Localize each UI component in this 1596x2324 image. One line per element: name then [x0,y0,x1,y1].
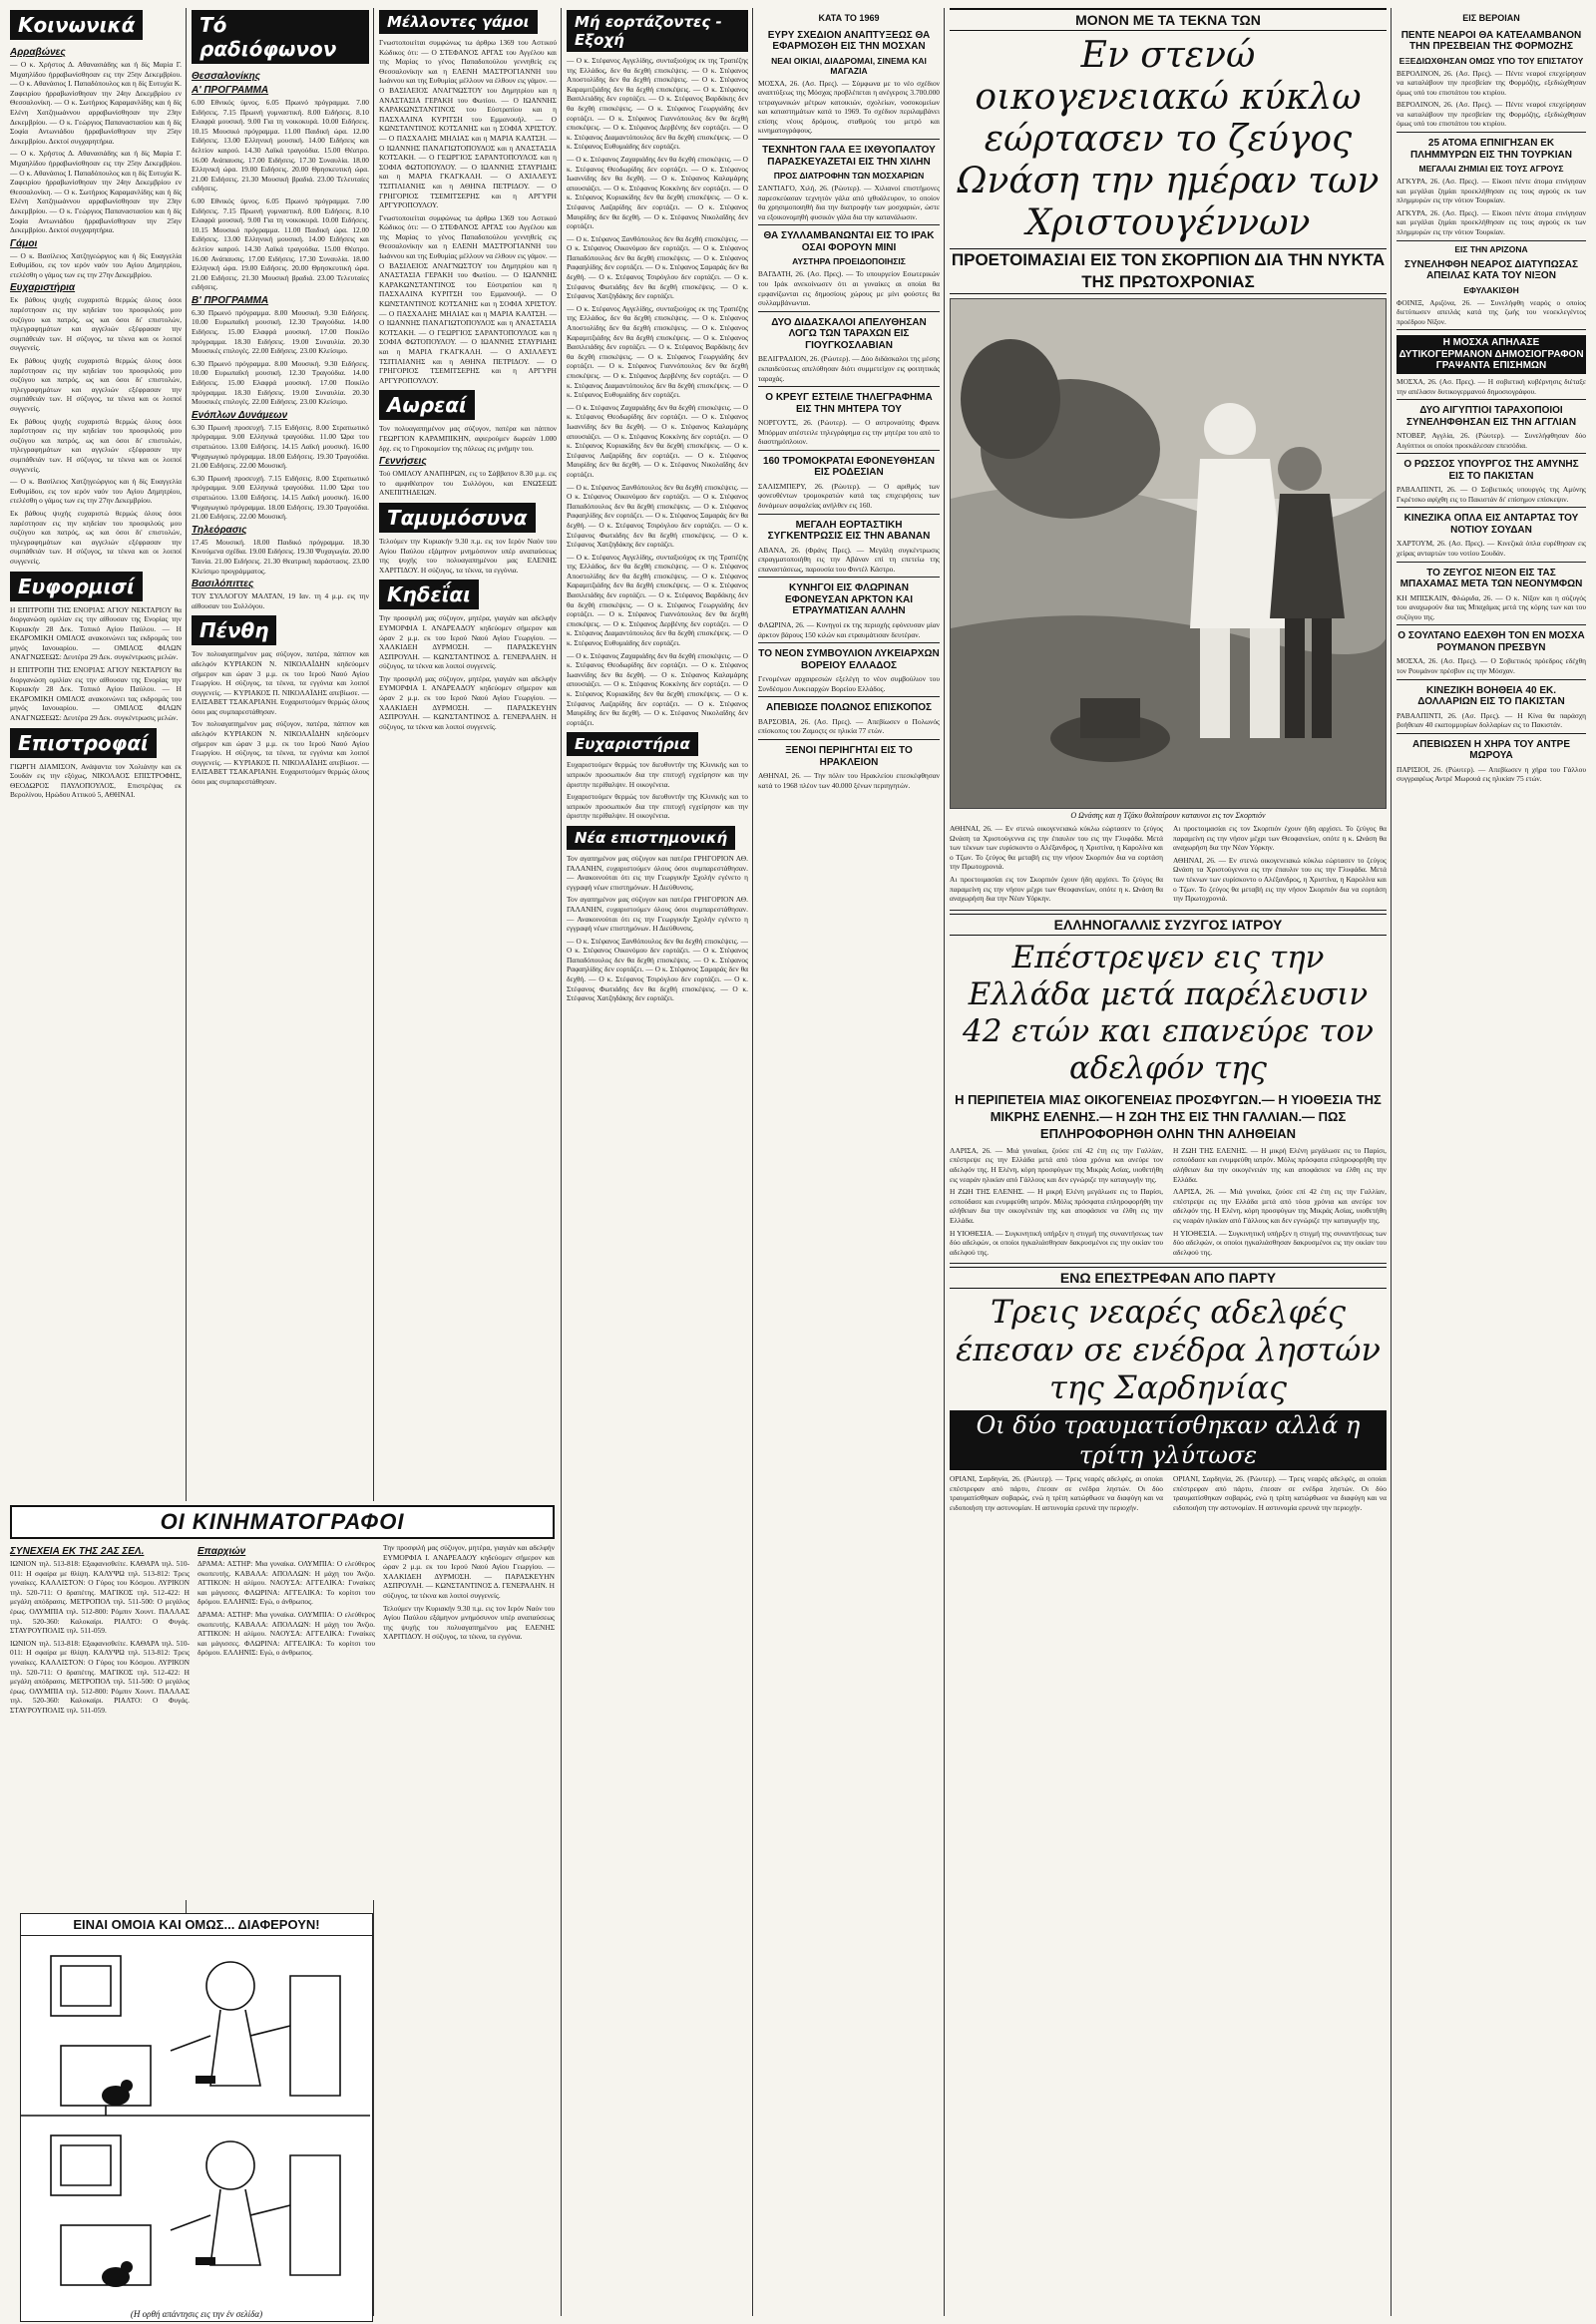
article-text: Τον πολυαγαπημένον μας σύζυγον, πατέρα, πάππον και αδελφόν ΚΥΡΙΑΚΟΝ Ν. ΝΙΚΟΛΑΪΔΗΝ κηδεύομεν σήμερον και ώραν 3 μ.μ. εκ του Ιερού Ναού Αγίου Γεωργίου. Η σύζυγος, τα τέκνα, τα εγγόνια και λοιποί συγγενείς. — ΚΥΡΙΑΚΟΣ Π. ΝΙΚΟΛΑΪΔΗΣ απεβίωσε. — ΕΛΙΣΑΒΕΤ ΤΣΑΚΑΡΙΑΝΗ. Ευχαριστούμεν θερμώς όλους όσοι μας συμπαρεστάθησαν. [192,649,369,716]
kicker: ΕΝΩ ΕΠΕΣΤΡΕΦΑΝ ΑΠΟ ΠΑΡΤΥ [950,1267,1387,1289]
article-text: ΡΑΒΑΛΠΙΝΤΙ, 26. — Ο Σοβιετικός υπουργός της Αμύνης Γκρέτσκο αφίχθη εις το Πακιστάν δι' επίσημον επίσκεψιν. [1396,485,1586,504]
subheadline: ΕΦΥΛΑΚΙΣΘΗ [1463,284,1519,295]
article-text: ΒΕΡΟΛΙΝΟΝ, 26. (Ασ. Πρες). — Πέντε νεαροί επεχείρησαν να καταλάβουν την πρεσβείαν της Φορμόζης, εξεδιώχθησαν όμως υπό του επιστάτου του κτιρίου. [1396,100,1586,129]
article-text: Τού ΟΜΙΛΟΥ ΑΝΑΠΗΡΩΝ, εις το Σάββατον 8.30 μ.μ. εις το αμφιθέατρον του Συλλόγου, και ΕΝΩΣΕΩΣ ΑΝΕΠΙΤΗΔΕΙΩΝ. [379,469,557,498]
article-text: ΟΡΙΑΝΙ, Σαρδηνία, 26. (Ρώυτερ). — Τρεις νεαρές αδελφές, αι οποίαι επέστρεφαν από πάρτυ, έπεσαν σε ενέδρα ληστών. Οι δύο τραυματίσθηκαν σοβαρώς, ενώ η τρίτη κατώρθωσε να διαφύγη και να ειδοποιήση την αστυνομίαν. Η αστυνομία ερευνά την περιοχήν. [1173,1474,1387,1513]
article-text: Εκ βάθους ψυχής ευχαριστώ θερμώς όλους όσοι παρέστησαν εις την κηδείαν του προσφιλούς μου συζύγου και πατρός, ως και όσοι δι' επιστολών, τηλεγραφημάτων και αγγελιών εξέφρασαν την συμπάθειάν των. Η σύζυγος, τα τέκνα και οι λοιποί συγγενείς. [10,416,182,474]
article-text: ΝΤΟΒΕΡ, Αγγλία, 26. (Ρώυτερ). — Συνελήφθησαν δύο Αιγύπτιοι οι οποίοι προεκάλεσαν επεισόδια. [1396,431,1586,450]
article-text: — Ο κ. Στέφανος Αγγελίδης, συνταξιούχος εκ της Τραπέζης της Ελλάδος, δεν θα δεχθή επισκέψεις. — Ο κ. Στέφανος Αποστολίδης δεν θα δεχθή επισκέψεις. — Ο κ. Στέφανος Καραμιτζιάδης δεν θα δεχθή επισκέψεις. — Ο κ. Στέφανος Βασιλειάδης δεν εορτάζει. — Ο κ. Στέφανος Βαρδάκης δεν θα δεχθή επισκέψεις. — Ο κ. Στέφανος Γεωργιάδης δεν εορτάζει. — Ο κ. Στέφανος Γιαννόπουλος δεν θα δεχθή επισκέψεις. — Ο κ. Στέφανος Δερβένης δεν εορτάζει. — Ο κ. Στέφανος Διαμαντόπουλος δεν θα δεχθή επισκέψεις. — Ο κ. Στέφανος Ευθυμιάδης δεν εορτάζει. [567,552,748,648]
article-text: Τον πολυαγαπημένον μας σύζυγον, πατέρα, πάππον και αδελφόν ΚΥΡΙΑΚΟΝ Ν. ΝΙΚΟΛΑΪΔΗΝ κηδεύομεν σήμερον και ώραν 3 μ.μ. εκ του Ιερού Ναού Αγίου Γεωργίου. Η σύζυγος, τα τέκνα, τα εγγόνια και λοιποί συγγενείς. — ΚΥΡΙΑΚΟΣ Π. ΝΙΚΟΛΑΪΔΗΣ απεβίωσε. — ΕΛΙΣΑΒΕΤ ΤΣΑΚΑΡΙΑΝΗ. Ευχαριστούμεν θερμώς όλους όσοι μας συμπαρεστάθησαν. [192,719,369,787]
article-text: Αι προετοιμασίαι εις τον Σκορπιόν έχουν ήδη αρχίσει. Το ζεύγος θα παραμείνη εις την νήσον μέχρι των Θεοφανείων, οπότε η κ. Ωνάση θα αναχωρήση δια την Νέαν Υόρκην. [950,874,1163,904]
article-text: — Ο κ. Στέφανος Αγγελίδης, συνταξιούχος εκ της Τραπέζης της Ελλάδος, δεν θα δεχθή επισκέψεις. — Ο κ. Στέφανος Αποστολίδης δεν θα δεχθή επισκέψεις. — Ο κ. Στέφανος Καραμιτζιάδης δεν θα δεχθή επισκέψεις. — Ο κ. Στέφανος Βασιλειάδης δεν εορτάζει. — Ο κ. Στέφανος Βαρδάκης δεν θα δεχθή επισκέψεις. — Ο κ. Στέφανος Γεωργιάδης δεν εορτάζει. — Ο κ. Στέφανος Γιαννόπουλος δεν θα δεχθή επισκέψεις. — Ο κ. Στέφανος Δερβένης δεν εορτάζει. — Ο κ. Στέφανος Διαμαντόπουλος δεν θα δεχθή επισκέψεις. — Ο κ. Στέφανος Ευθυμιάδης δεν εορτάζει. [567,56,748,152]
article-text: 6.30 Πρωινό πρόγραμμα. 8.00 Μουσική. 9.30 Ειδήσεις. 10.00 Ευρωπαϊκή μουσική. 12.30 Τραγούδια. 14.00 Ειδήσεις. 15.00 Ελαφρά μουσική. 17.00 Ποικίλο πρόγραμμα. 18.30 Ειδήσεις. 19.00 Συναυλία. 20.30 Μουσικές επιλογές. 22.00 Ειδήσεις. 23.00 Κλείσιμο. [192,358,369,407]
article-text: Την προσφιλή μας σύζυγον, μητέρα, γιαγιάν και αδελφήν ΕΥΜΟΡΦΙΑ Ι. ΑΝΔΡΕΑΔΟΥ κηδεύομεν σήμερον και ώραν 2 μ.μ. εκ του Ιερού Ναού Αγίου Γεωργίου. — ΧΑΛΚΙΔΕΗ ΔΥΡΜΟΣΗ. — ΠΑΡΑΣΚΕΥΗΝ ΑΣΠΡΟΥΛΗ. — ΚΩΝΣΤΑΝΤΙΝΟΣ Δ. ΓΕΝΕΡΑΛΗΝ. Η σύζυγος, τα τέκνα και λοιποί συγγενείς. [379,673,557,731]
section-header-lectures: Ευφορμισί [10,572,143,601]
article-text: — Ο κ. Χρήστος Δ. Αθανασιάδης και ή δίς Μαρία Γ. Μιχαηλίδου ήρραβωνίσθησαν εις την 25ην Δεκεμβρίου. — Ο κ. Αθανάσιος Ι. Παπαδόπουλος και η δίς Ευτυχία Κ. Ζαφειρίου ήρραβωνίσθησαν την 24ην Δεκεμβρίου εν Θεσσαλονίκη. — Ο κ. Σωτήριος Καραμανλίδης και ή δίς Ελένη Χατζηιωάννου αρραβωνίσθησαν την 23ην Δεκεμβρίου. — Ο κ. Γεώργιος Παπαναστασίου και ή δίς Σοφία Αντωνιάδου ήρραβωνίσθησαν την 25ην Δεκεμβρίου. Δεκτοί συγχαρητήρια. [10,149,182,235]
article-text: Αι προετοιμασίαι εις τον Σκορπιόν έχουν ήδη αρχίσει. Το ζεύγος θα παραμείνη εις την νήσον μέχρι των Θεοφανείων, οπότε η κ. Ωνάση θα αναχωρήση δια την Νέαν Υόρκην. [1173,824,1387,853]
kicker: ΜΟΝΟΝ ΜΕ ΤΑ ΤΕΚΝΑ ΤΩΝ [950,8,1387,31]
headline: ΤΟ ΖΕΥΓΟΣ ΝΙΞΟΝ ΕΙΣ ΤΑΣ ΜΠΑΧΑΜΑΣ ΜΕΤΑ ΤΩΝ ΝΕΟΝΥΜΦΩΝ [1399,567,1583,590]
article-text: ΑΒΑΝΑ, 26. (Φράνς Πρες). — Μεγάλη συγκέντρωσις επραγματοποιήθη εις την Αβάναν επί τη επετείω της επαναστάσεως, παρουσία του Φιντέλ Κάστρο. [758,545,940,574]
headline-sardinia-sub: Οι δύο τραυματίσθηκαν αλλά η τρίτη γλύτωσε [950,1410,1387,1470]
subheading-armed-forces: Ενόπλων Δυνάμεων [192,409,288,421]
article-text: Τελούμεν την Κυριακήν 9.30 π.μ. εις τον Ιερόν Ναόν του Αγίου Παύλου εξάμηνον μνημόσυνον υπέρ αναπαύσεως της ψυχής του πολυαγαπημένου μας ΕΛΕΝΗΣ ΧΑΡΙΤΙΔΟΥ. Η σύζυγος, τα τέκνα, τα εγγόνια. [383,1603,555,1642]
headline: ΞΕΝΟΙ ΠΕΡΙΗΓΗΤΑΙ ΕΙΣ ΤΟ ΗΡΑΚΛΕΙΟΝ [785,745,913,768]
subheading-continued: ΣΥΝΕΧΕΙΑ ΕΚ ΤΗΣ 2ΑΣ ΣΕΛ. [10,1546,145,1557]
section-header-thanks: Ευχαριστήρια [567,732,698,756]
article-text: Ευχαριστούμεν θερμώς τον διευθυντήν της Κλινικής και το ιατρικόν προσωπικόν δια την επιτυχή εγχείρησιν και την άριστην περίθαλψιν. Η οικογένεια. [567,760,748,789]
headline: 25 ΑΤΟΜΑ ΕΠΝΙΓΗΣΑΝ ΕΚ ΠΛΗΜΜΥΡΩΝ ΕΙΣ ΤΗΝ ΤΟΥΡΚΙΑΝ [1410,138,1572,161]
cinema-header: ΟΙ ΚΙΝΗΜΑΤΟΓΡΑΦΟΙ [10,1505,555,1539]
cartoon-footnote: (Η ορθή απάντησις εις την έν σελίδα) [130,2309,263,2319]
headline-greece-return: Επέστρεψεν εις την Ελλάδα μετά παρέλευσιν 42 ετών και επανεύρε τον αδελφόν της [963,939,1374,1086]
headline: ΚΥΝΗΓΟΙ ΕΙΣ ΦΛΩΡΙΝΑΝ ΕΦΟΝΕΥΣΑΝ ΑΡΚΤΟΝ ΚΑΙ ΕΤΡΑΥΜΑΤΙΣΑΝ ΑΛΛΗΝ [784,582,914,617]
headline-sardinia: Τρεις νεαρές αδελφές έπεσαν σε ενέδρα ληστών της Σαρδηνίας [956,1293,1381,1407]
article-text: ΒΑΓΔΑΤΗ, 26. (Ασ. Πρες). — Το υπουργείον Εσωτερικών του Ιράκ ανεκοίνωσεν ότι αι γυναίκες αι οποίαι θα εμφανίζωνται εις δημοσίους χώρους με μίνι φούστες θα συλλαμβάνωνται. [758,269,940,308]
article-text: Τον αγαπημένον μας σύζυγον και πατέρα ΓΡΗΓΟΡΙΟΝ ΑΘ. ΓΑΛΑΝΗΝ, ευχαριστούμεν όλους όσοι συμπαρεστάθησαν. — Ανακοινούται ότι εις την Γεωργικήν Σχολήν εγένετο η εγγραφή νέων επιστημόνων. Η Διεύθυνσις. [567,895,748,934]
column-namedays [567,8,748,2316]
headline: 160 ΤΡΟΜΟΚΡΑΤΑΙ ΕΦΟΝΕΥΘΗΣΑΝ ΕΙΣ ΡΟΔΕΣΙΑΝ [762,455,936,479]
section-header-donations: Αωρεαί [379,390,475,420]
subheading-television: Τηλεόρασις [192,524,247,536]
article-text: — Ο κ. Στέφανος Ξανθόπουλος δεν θα δεχθή επισκέψεις. — Ο κ. Στέφανος Οικονόμου δεν εορτάζει. — Ο κ. Στέφανος Παπαδόπουλος δεν θα δεχθή επισκέψεις. — Ο κ. Στέφανος Ραφαηλίδης δεν εορτάζει. — Ο κ. Στέφανος Σαμαράς δεν θα δεχθή. — Ο κ. Στέφανος Τσιρόγλου δεν εορτάζει. — Ο κ. Στέφανος Φωτιάδης δεν θα δεχθή επισκέψεις. — Ο κ. Στέφανος Χατζηδάκης δεν εορτάζει. [567,482,748,550]
article-text: — Ο κ. Βασίλειος Χατζηγεώργιος και ή δίς Ευαγγελία Ευθυμίδου, εις τον ιερόν ναόν του Αγίου Δημητρίου, ετελέσθη ο γάμος των εις την 27ην Δεκεμβρίου. [10,477,182,506]
article-text: 6.00 Εθνικός ύμνος. 6.05 Πρωινό πρόγραμμα. 7.00 Ειδήσεις. 7.15 Πρωινή γυμναστική. 8.00 Ειδήσεις. 8.10 Ελαφρά μουσική. 9.00 Για τη νοικοκυρά. 10.00 Ειδήσεις. 10.15 Μουσικό πρόγραμμα. 11.00 Παιδική ώρα. 12.00 Ειδήσεις. 13.00 Ελληνική μουσική. 14.00 Ειδήσεις και δελτίον καιρού. 14.30 Λαϊκά τραγούδια. 15.00 Θέατρο. 16.00 Ανάπαυσις. 17.00 Ειδήσεις. 17.30 Συναυλία. 18.00 Ελληνική ώρα. 19.00 Ειδήσεις. 20.00 Θρησκευτική ώρα. 21.00 Ειδήσεις. 21.30 Μουσική βραδιά. 23.00 Τελευταίες ειδήσεις. [192,195,369,292]
kicker: ΕΛΛΗΝΟΓΑΛΛΙΣ ΣΥΖΥΓΟΣ ΙΑΤΡΟΥ [950,914,1387,936]
headline: ΔΥΟ ΔΙΔΑΣΚΑΛΟΙ ΑΠΕΛΥΘΗΣΑΝ ΛΟΓΩ ΤΩΝ ΤΑΡΑΧΩΝ ΕΙΣ ΓΙΟΥΓΚΟΣΛΑΒΙΑΝ [771,316,927,351]
column-foreign-news [1396,8,1586,2316]
article-text: ΝΟΡΓΟΥΤΣ, 26. (Ρώυτερ). — Ο αστροναύτης Φρανκ Μπόρμαν απέστειλε τηλεγράφημα εις την μητέρα του από το διαστημόπλοιον. [758,418,940,447]
article-text: — Ο κ. Στέφανος Ξανθόπουλος δεν θα δεχθή επισκέψεις. — Ο κ. Στέφανος Οικονόμου δεν εορτάζει. — Ο κ. Στέφανος Παπαδόπουλος δεν θα δεχθή επισκέψεις. — Ο κ. Στέφανος Ραφαηλίδης δεν εορτάζει. — Ο κ. Στέφανος Σαμαράς δεν θα δεχθή. — Ο κ. Στέφανος Τσιρόγλου δεν εορτάζει. — Ο κ. Στέφανος Φωτιάδης δεν θα δεχθή επισκέψεις. — Ο κ. Στέφανος Χατζηδάκης δεν εορτάζει. [567,936,748,1003]
subheading-thessaloniki: Θεσσαλονίκης [192,71,260,82]
section-header-memorials: Ταμυμόσυνα [379,503,536,533]
headline: ΤΟ ΝΕΟΝ ΣΥΜΒΟΥΛΙΟΝ ΛΥΚΕΙΑΡΧΩΝ ΒΟΡΕΙΟΥ ΕΛΛΑΔΟΣ [758,648,940,671]
subheading-second-program: Β' ΠΡΟΓΡΑΜΜΑ [192,294,269,306]
article-text: ΣΑΛΙΣΜΠΕΡΥ, 26. (Ρώυτερ). — Ο αριθμός των φονευθέντων τρομοκρατών κατά τας επιχειρήσεις των δυνάμεων ασφαλείας ανήλθεν εις 160. [758,481,940,511]
article-text: Την προσφιλή μας σύζυγον, μητέρα, γιαγιάν και αδελφήν ΕΥΜΟΡΦΙΑ Ι. ΑΝΔΡΕΑΔΟΥ κηδεύομεν σήμερον και ώραν 2 μ.μ. εκ του Ιερού Ναού Αγίου Γεωργίου. — ΧΑΛΚΙΔΕΗ ΔΥΡΜΟΣΗ. — ΠΑΡΑΣΚΕΥΗΝ ΑΣΠΡΟΥΛΗ. — ΚΩΝΣΤΑΝΤΙΝΟΣ Δ. ΓΕΝΕΡΑΛΗΝ. Η σύζυγος, τα τέκνα και λοιποί συγγενείς. [383,1543,555,1600]
article-text: Ευχαριστούμεν θερμώς τον διευθυντήν της Κλινικής και το ιατρικόν προσωπικόν δια την επιτυχή εγχείρησιν και την άριστην περίθαλψιν. Η οικογένεια. [567,792,748,821]
article-text: 6.30 Πρωινό πρόγραμμα. 8.00 Μουσική. 9.30 Ειδήσεις. 10.00 Ευρωπαϊκή μουσική. 12.30 Τραγούδια. 14.00 Ειδήσεις. 15.00 Ελαφρά μουσική. 17.00 Ποικίλο πρόγραμμα. 18.30 Ειδήσεις. 19.00 Συναυλία. 20.30 Μουσικές επιλογές. 22.00 Ειδήσεις. 23.00 Κλείσιμο. [192,307,369,356]
article-text: Γνωστοποιείται συμφώνως τω άρθρω 1369 του Αστικού Κώδικος ότι: — Ο ΣΤΕΦΑΝΟΣ ΑΡΓΑΣ του Αγγέλου και της Μαρίας το γένος Παπαδοπούλου γεννηθείς εις Θεσσαλονίκην και η ΕΛΕΝΗ ΜΑΣΤΡΟΓΙΑΝΝΗ του Ιωάννου και της Ευθυμίας μέλλουν να έλθουν εις γάμον. — Ο ΒΑΣΙΛΕΙΟΣ ΑΝΑΓΝΩΣΤΟΥ του Δημητρίου και η ΑΝΑΣΤΑΣΙΑ ΓΕΡΑΚΗ του Φωτίου. — Ο ΙΩΑΝΝΗΣ ΚΑΡΑΚΩΝΣΤΑΝΤΙΝΟΣ του Εύστρατίου και η ΠΑΣΧΑΛΙΝΑ ΚΥΡΙΤΣΗ του Εμμανουήλ. — Ο ΚΩΝΣΤΑΝΤΙΝΟΣ ΚΟΤΣΑΝΗΣ και η ΣΟΦΙΑ ΧΡΙΣΤΟΥ. — Ο ΠΑΣΧΑΛΗΣ ΜΗΛΙΑΣ και η ΜΑΡΙΑ ΚΑΛΤΣΗ. — Ο ΙΩΑΝΝΗΣ ΠΑΝΑΓΙΩΤΟΠΟΥΛΟΣ και η ΑΝΑΣΤΑΣΙΑ ΚΟΤΣΑΚΗ. — Ο ΓΕΩΡΓΙΟΣ ΣΑΡΑΝΤΟΠΟΥΛΟΣ και η ΣΟΦΙΑ ΦΩΤΟΠΟΥΛΟΥ. — Ο ΙΩΑΝΝΗΣ ΣΤΑΥΡΙΔΗΣ και η ΜΑΡΙΑ ΓΚΑΓΚΑΛΗ. — Ο ΑΧΙΛΛΕΥΣ ΤΣΙΤΙΛΙΑΝΗΣ και η ΑΘΗΝΑ ΠΕΤΡΙΔΟΥ. — Ο ΓΡΗΓΟΡΙΟΣ ΤΣΕΜΙΤΣΕΡΗΣ και η ΑΡΓΥΡΗ ΑΡΓΥΡΟΠΟΥΛΟΥ. [379,38,557,210]
article-text: — Ο κ. Στέφανος Ζαχαριάδης δεν θα δεχθή επισκέψεις. — Ο κ. Στέφανος Θεοδωρίδης δεν εορτάζει. — Ο κ. Στέφανος Ιωαννίδης δεν θα δεχθή. — Ο κ. Στέφανος Καλαμάρης απουσιάζει. — Ο κ. Στέφανος Κοκκίνης δεν εορτάζει. — Ο κ. Στέφανος Κυριακίδης δεν θα δεχθή επισκέψεις. — Ο κ. Στέφανος Λαζαρίδης δεν εορτάζει. — Ο κ. Στέφανος Μαυρίδης δεν θα δεχθή. — Ο κ. Στέφανος Νικολαΐδης δεν εορτάζει. [567,650,748,727]
article-text: ΒΕΡΟΛΙΝΟΝ, 26. (Ασ. Πρες). — Πέντε νεαροί επεχείρησαν να καταλάβουν την πρεσβείαν της Φορμόζης, εξεδιώχθησαν όμως υπό του επιστάτου του κτιρίου. [1396,68,1586,97]
article-text: ΛΑΡΙΣΑ, 26. — Μιά γυναίκα, ζούσε επί 42 έτη εις την Γαλλίαν, επέστρεψε εις την Ελλάδα μετά από τόσα χρόνια και ανεύρε τον αδελφόν της. Η Ελένη, κόρη προσφύγων της Μικράς Ασίας, υιοθετήθη εις νεαράν ηλικίαν από Γάλλους και δεν εγνώριζε την καταγωγήν της. [1173,1187,1387,1225]
article-text: ΧΑΡΤΟΥΜ, 26. (Ασ. Πρες). — Κινεζικά όπλα ευρέθησαν εις χείρας ανταρτών του νοτίου Σουδάν. [1396,539,1586,559]
cinema-listing: ΙΩΝΙΟΝ τηλ. 513-818: Εξαφανισθείτε. ΚΑΘΑΡΑ τηλ. 510-011: Η σφαίρα με θλίψη. ΚΑΛΥΨΩ τηλ. 513-812: Τρεις γυναίκες. ΚΑΛΛΙΣΤΟΝ: Ο Γύρος του Κόσμου. ΛΥΡΙΚΟΝ τηλ. 520-711: Ο δραπέτης. ΜΑΓΙΚΟΣ τηλ. 512-422: Η μεγάλη απόδρασις. ΜΕΤΡΟΠΟΛ τηλ. 511-500: Ο μεγάλος έρως. ΟΛΥΜΠΙΑ τηλ. 512-800: Ρόμπιν Χουντ. ΠΑΛΛΑΣ τηλ. 520-360: Καλοκαίρι. ΡΙΑΛΤΟ: Ο Φυγάς. ΣΤΑΥΡΟΥΠΟΛΙΣ τηλ. 511-059. [10,1638,190,1715]
article-text: ΣΑΝΤΙΑΓΟ, Χιλή, 26. (Ρώυτερ). — Χιλιανοί επιστήμονες παρεσκεύασαν τεχνητόν γάλα από ιχθυάλευρον, το οποίον θα χρησιμοποιηθή δια την διατροφήν των μοσχαριών, ώστε να εξοικονομηθή φυσικόν γάλα δια την κατανάλωσιν. [758,184,940,221]
article-text: ΑΘΗΝΑΙ, 26. — Εν στενώ οικογενειακώ κύκλω εώρτασεν το ζεύγος Ωνάση τα Χριστούγεννα εις την έπαυλιν του εις την Γλυφάδα. Μετά των τέκνων των ευρίσκοντο ο Αλέξανδρος, η Χριστίνα, η Καρολίνα και ο Τζων. Το ζεύγος θα μεταβή εις την νήσον Σκορπιόν δια να εορτάση την Πρωτοχρονιά. [950,824,1163,872]
headline: Ο ΡΩΣΣΟΣ ΥΠΟΥΡΓΟΣ ΤΗΣ ΑΜΥΝΗΣ ΕΙΣ ΤΟ ΠΑΚΙΣΤΑΝ [1403,459,1579,482]
article-text: Εκ βάθους ψυχής ευχαριστώ θερμώς όλους όσοι παρέστησαν εις την κηδείαν του προσφιλούς μου συζύγου και πατρός, ως και όσοι δι' επιστολών, τηλεγραφημάτων και αγγελιών εξέφρασαν την συμπάθειάν των. Η σύζυγος, τα τέκνα και οι λοιποί συγγενείς. [10,356,182,413]
article-text: ΟΡΙΑΝΙ, Σαρδηνία, 26. (Ρώυτερ). — Τρεις νεαρές αδελφές, αι οποίαι επέστρεφαν από πάρτυ, έπεσαν σε ενέδρα ληστών. Οι δύο τραυματίσθηκαν σοβαρώς, ενώ η τρίτη κατώρθωσε να διαφύγη και να ειδοποιήση την αστυνομίαν. Η αστυνομία ερευνά την περιοχήν. [950,1474,1163,1513]
section-header-science: Νέα επιστημονική [567,826,735,850]
headline: Η ΜΟΣΧΑ ΑΠΗΛΑΣΕ ΔΥΤΙΚΟΓΕΡΜΑΝΟΝ ΔΗΜΟΣΙΟΓΡΑΦΟΝ ΓΡΑΨΑΝΤΑ ΕΠΙΣΗΜΩΝ [1396,335,1586,374]
section-header-mourning: Πένθη [192,615,276,645]
article-text: Εκ βάθους ψυχής ευχαριστώ θερμώς όλους όσοι παρέστησαν εις την κηδείαν του προσφιλούς μου συζύγου και πατρός, ως και όσοι δι' επιστολών, τηλεγραφημάτων και αγγελιών εξέφρασαν την συμπάθειάν των. Η σύζυγος, τα τέκνα και οι λοιποί συγγενείς. [10,508,182,566]
article-text: ΓΙΩΡΓΗ ΔΙΑΜΙΣΟΝ, Ανάψαντα τον Χολιάνην και εκ Σουδάν εις την εξόχως, ΝΙΚΟΛΑΟΣ ΕΠΙΣΤΡΟΦΗΣ, ΘΕΟΔΩΡΟΣ ΠΑΥΛΟΠΟΥΛΟΣ, Επιστρέψας εκ Βερολίνου, Ηρώδου Αττικού 5, ΑΘΗΝΑΙ. [10,761,182,800]
news-photo [950,298,1387,809]
headline: Ο ΚΡΕΥΓ ΕΣΤΕΙΛΕ ΤΗΛΕΓΡΑΦΗΜΑ ΕΙΣ ΤΗΝ ΜΗΤΕΡΑ ΤΟΥ [765,392,933,415]
article-text: ΑΓΚΥΡΑ, 26. (Ασ. Πρες). — Είκοσι πέντε άτομα επνίγησαν και μεγάλαι ζημίαι προεκλήθησαν εις τους αγρούς εκ των πλημμυρών εις την νότιον Τουρκίαν. [1396,177,1586,205]
headline: ΑΠΕΒΙΩΣΕ ΠΟΛΩΝΟΣ ΕΠΙΣΚΟΠΟΣ [766,702,932,714]
article-text: ΤΟΥ ΣΥΛΛΟΓΟΥ ΜΑΛΤΑΝ, 19 Ιαν. τη 4 μ.μ. εις την αίθουσαν του Συλλόγου. [192,591,369,610]
headline: ΕΥΡΥ ΣΧΕΔΙΟΝ ΑΝΑΠΤΥΞΕΩΣ ΘΑ ΕΦΑΡΜΟΣΘΗ ΕΙΣ ΤΗΝ ΜΟΣΧΑΝ [767,29,931,52]
subheading-thanks: Ευχαριστήρια [10,282,76,294]
subheading-births: Γεννήσεις [379,456,427,468]
headline: ΠΕΝΤΕ ΝΕΑΡΟΙ ΘΑ ΚΑΤΕΛΑΜΒΑΝΟΝ ΤΗΝ ΠΡΕΣΒΕΙΑΝ ΤΗΣ ΦΟΡΜΟΖΗΣ [1400,29,1582,52]
photo-caption: Ο Ωνάσης και η Τζάκυ θολταίρουν καταυνοι εις τον Σκορπιόν [1070,811,1266,820]
headline: ΤΕΧΝΗΤΟΝ ΓΑΛΑ ΕΞ ΙΧΘΥΟΠΑΛΤΟΥ ΠΑΡΑΣΚΕΥΑΖΕΤΑΙ ΕΙΣ ΤΗΝ ΧΙΛΗΝ [762,145,936,168]
article-text: — Ο κ. Χρήστος Δ. Αθανασιάδης και ή δίς Μαρία Γ. Μιχαηλίδου ήρραβωνίσθησαν εις την 25ην Δεκεμβρίου. — Ο κ. Αθανάσιος Ι. Παπαδόπουλος και η δίς Ευτυχία Κ. Ζαφειρίου ήρραβωνίσθησαν την 24ην Δεκεμβρίου εν Θεσσαλονίκη. — Ο κ. Σωτήριος Καραμανλίδης και ή δίς Ελένη Χατζηιωάννου αρραβωνίσθησαν την 23ην Δεκεμβρίου. — Ο κ. Γεώργιος Παπαναστασίου και ή δίς Σοφία Αντωνιάδου ήρραβωνίσθησαν την 25ην Δεκεμβρίου. Δεκτοί συγχαρητήρια. [10,60,182,146]
article-text: — Ο κ. Βασίλειος Χατζηγεώργιος και ή δίς Ευαγγελία Ευθυμίδου, εις τον ιερόν ναόν του Αγίου Δημητρίου, ετελέσθη ο γάμος των εις την 27ην Δεκεμβρίου. [10,250,182,279]
article-text: Η ΕΠΙΤΡΟΠΗ ΤΗΣ ΕΝΟΡΙΑΣ ΑΓΙΟΥ ΝΕΚΤΑΡΙΟΥ θα διοργανώση ομιλίαν εις την αίθουσαν της Ενορίας την Κυριακήν 28 Δεκ. Τοπικό Αγίου Παύλου. — Η ΕΚΔΡΟΜΙΚΗ ΟΜΙΛΟΣ ανακοινώνει τας εκδρομάς του μηνός Ιανουαρίου. — ΟΜΙΛΟΣ ΦΙΛΩΝ ΑΝΑΓΝΩΣΕΩΣ: Δευτέρα 29 Δεκ. συγκέντρωσις μελών. [10,604,182,662]
column-rule [1391,8,1392,2316]
cinema-section [10,1501,555,1900]
cartoon-spot-the-difference [20,1913,373,2322]
article-text: ΛΑΡΙΣΑ, 26. — Μιά γυναίκα, ζούσε επί 42 έτη εις την Γαλλίαν, επέστρεψε εις την Ελλάδα μετά από τόσα χρόνια και ανεύρε τον αδελφόν της. Η Ελένη, κόρη προσφύγων της Μικράς Ασίας, υιοθετήθη εις νεαράν ηλικίαν από Γάλλους και δεν εγνώριζε την καταγωγήν της. [950,1145,1163,1184]
cartoon-title: ΕΙΝΑΙ ΟΜΟΙΑ ΚΑΙ ΟΜΩΣ... ΔΙΑΦΕΡΟΥΝ! [21,1914,372,1936]
article-text: ΦΟΙΝΙΞ, Αριζόνα, 26. — Συνελήφθη νεαρός ο οποίος διετύπωσεν απειλάς κατά της ζωής του νεοεκλεγέντος προέδρου Νίξον. [1396,297,1586,326]
article-text: ΦΛΩΡΙΝΑ, 26. — Κυνηγοί εκ της περιοχής εφόνευσαν μίαν άρκτον βάρους 150 κιλών και ετραυμάτισαν δευτέραν. [758,619,940,639]
article-text: ΡΑΒΑΛΠΙΝΤΙ, 26. (Ασ. Πρες). — Η Κίνα θα παράσχη βοήθειαν 40 εκατομμυρίων δολλαρίων εις το Πακιστάν. [1396,710,1586,730]
headline: ΚΙΝΕΖΙΚΗ ΒΟΗΘΕΙΑ 40 ΕΚ. ΔΟΛΛΑΡΙΩΝ ΕΙΣ ΤΟ ΠΑΚΙΣΤΑΝ [1417,684,1565,708]
article-text: ΑΘΗΝΑΙ, 26. — Εν στενώ οικογενειακώ κύκλω εώρτασεν το ζεύγος Ωνάση τα Χριστούγεννα εις την έπαυλιν του εις την Γλυφάδα. Μετά των τέκνων των ευρίσκοντο ο Αλέξανδρος, η Χριστίνα, η Καρολίνα και ο Τζων. Το ζεύγος θα μεταβή εις την νήσον Σκορπιόν δια να εορτάση την Πρωτοχρονιά. [1173,855,1387,904]
subheadline: Η ΠΕΡΙΠΕΤΕΙΑ ΜΙΑΣ ΟΙΚΟΓΕΝΕΙΑΣ ΠΡΟΣΦΥΓΩΝ.— Η ΥΙΟΘΕΣΙΑ ΤΗΣ ΜΙΚΡΗΣ ΕΛΕΝΗΣ.— Η ΖΩΗ ΤΗΣ ΕΙΣ ΤΗΝ ΓΑΛΛΙΑΝ.— ΠΩΣ ΕΠΛΗΡΟΦΟΡΗΘΗ ΟΛΗΝ ΤΗΝ ΑΛΗΘΕΙΑΝ [955,1091,1382,1141]
section-header-namedays: Μή εορτάζοντες - Εξοχή [567,10,748,52]
cinema-listing: ΙΩΝΙΟΝ τηλ. 513-818: Εξαφανισθείτε. ΚΑΘΑΡΑ τηλ. 510-011: Η σφαίρα με θλίψη. ΚΑΛΥΨΩ τηλ. 513-812: Τρεις γυναίκες. ΚΑΛΛΙΣΤΟΝ: Ο Γύρος του Κόσμου. ΛΥΡΙΚΟΝ τηλ. 520-711: Ο δραπέτης. ΜΑΓΙΚΟΣ τηλ. 512-422: Η μεγάλη απόδρασις. ΜΕΤΡΟΠΟΛ τηλ. 511-500: Ο μεγάλος έρως. ΟΛΥΜΠΙΑ τηλ. 512-800: Ρόμπιν Χουντ. ΠΑΛΛΑΣ τηλ. 520-360: Καλοκαίρι. ΡΙΑΛΤΟ: Ο Φυγάς. ΣΤΑΥΡΟΥΠΟΛΙΣ τηλ. 511-059. [10,1559,190,1636]
headline: ΣΥΝΕΛΗΦΘΗ ΝΕΑΡΟΣ ΔΙΑΤΥΠΩΣΑΣ ΑΠΕΙΛΑΣ ΚΑΤΑ ΤΟΥ ΝΙΞΟΝ [1403,258,1578,282]
subheading-provinces: Επαρχιών [198,1546,246,1557]
section-header-arrivals: Επιστροφαί [10,728,157,758]
headline: ΔΥΟ ΑΙΓΥΠΤΙΟΙ ΤΑΡΑΧΟΠΟΙΟΙ ΣΥΝΕΛΗΦΘΗΣΑΝ ΕΙΣ ΤΗΝ ΑΓΓΛΙΑΝ [1405,405,1577,428]
cinema-listing: ΔΡΑΜΑ: ΑΣΤΗΡ: Μια γυναίκα. ΟΛΥΜΠΙΑ: Ο ελεύθερος σκοπευτής. ΚΑΒΑΛΑ: ΑΠΟΛΛΩΝ: Η μάχη του Άνζιο. ΑΤΤΙΚΟΝ: Η αλίμου. ΝΑΟΥΣΑ: ΑΓΓΕΛΙΚΑ: Γυναίκες και μάγισσες. ΦΛΩΡΙΝΑ: ΑΓΓΕΛΙΚΑ: Το κορίτσι του δρόμου. ΕΛΛΗΝΙΣ: Εγώ, ο άνθρωπος. [198,1559,375,1607]
photo-onassis-jackie [951,299,1387,808]
kicker: ΕΙΣ ΤΗΝ ΑΡΙΖΟΝΑ [1454,243,1528,254]
subheadline: ΠΡΟΕΤΟΙΜΑΣΙΑΙ ΕΙΣ ΤΟΝ ΣΚΟΡΠΙΟΝ ΔΙΑ ΤΗΝ ΝΥΚΤΑ ΤΗΣ ΠΡΩΤΟΧΡΟΝΙΑΣ [950,248,1387,294]
column-world-news [758,8,940,2316]
article-text: — Ο κ. Στέφανος Ζαχαριάδης δεν θα δεχθή επισκέψεις. — Ο κ. Στέφανος Θεοδωρίδης δεν εορτάζει. — Ο κ. Στέφανος Ιωαννίδης δεν θα δεχθή. — Ο κ. Στέφανος Καλαμάρης απουσιάζει. — Ο κ. Στέφανος Κοκκίνης δεν εορτάζει. — Ο κ. Στέφανος Κυριακίδης δεν θα δεχθή επισκέψεις. — Ο κ. Στέφανος Λαζαρίδης δεν εορτάζει. — Ο κ. Στέφανος Μαυρίδης δεν θα δεχθή. — Ο κ. Στέφανος Νικολαΐδης δεν εορτάζει. [567,402,748,479]
subheadline: ΝΕΑΙ ΟΙΚΙΑΙ, ΔΙΑΔΡΟΜΑΙ, ΣΙΝΕΜΑ ΚΑΙ ΜΑΓΑΖΙΑ [771,55,927,76]
column-feature [950,8,1387,2316]
subheading-vasilopita: Βασιλόπιττες [192,579,254,590]
headline: Ο ΣΟΥΛΤΑΝΟ ΕΔΕΧΘΗ ΤΟΝ ΕΝ ΜΟΣΧΑ ΡΟΥΜΑΝΟΝ ΠΡΕΣΒΥΝ [1397,630,1585,653]
article-text: Η ΖΩΗ ΤΗΣ ΕΛΕΝΗΣ. — Η μικρή Ελένη μεγάλωσε εις το Παρίσι, εσπούδασε και ενυμφεύθη ιατρόν. Μόλις πρόσφατα επληροφορήθη την αλήθειαν δια την οικογένειάν της και αποφάσισε να έλθη εις την Ελλάδα. [1173,1145,1387,1184]
article-text: ΚΗ ΜΠΙΣΚΑΙΝ, Φλώριδα, 26. — Ο κ. Νίξον και η σύζυγός του αναχωρούν δια τας Μπαχάμας μετά της κόρης των και του συζύγου της. [1396,592,1586,621]
cinema-listing: ΔΡΑΜΑ: ΑΣΤΗΡ: Μια γυναίκα. ΟΛΥΜΠΙΑ: Ο ελεύθερος σκοπευτής. ΚΑΒΑΛΑ: ΑΠΟΛΛΩΝ: Η μάχη του Άνζιο. ΑΤΤΙΚΟΝ: Η αλίμου. ΝΑΟΥΣΑ: ΑΓΓΕΛΙΚΑ: Γυναίκες και μάγισσες. ΦΛΩΡΙΝΑ: ΑΓΓΕΛΙΚΑ: Το κορίτσι του δρόμου. ΕΛΛΗΝΙΣ: Εγώ, ο άνθρωπος. [198,1609,375,1658]
section-header-funerals: Κηδεΐαι [379,580,479,609]
article-text: Η ΥΙΟΘΕΣΙΑ. — Συγκινητική υπήρξεν η στιγμή της συναντήσεως των δύο αδελφών, οι οποίοι ηγκαλιάσθησαν δακρυσμένοι εις την οικίαν του αδελφού της. [1173,1228,1387,1257]
subheadline: ΠΡΟΣ ΔΙΑΤΡΟΦΗΝ ΤΩΝ ΜΟΣΧΑΡΙΩΝ [773,171,925,182]
article-text: Η ΥΙΟΘΕΣΙΑ. — Συγκινητική υπήρξεν η στιγμή της συναντήσεως των δύο αδελφών, οι οποίοι ηγκαλιάσθησαν δακρυσμένοι εις την οικίαν του αδελφού της. [950,1228,1163,1257]
article-text: ΑΓΚΥΡΑ, 26. (Ασ. Πρες). — Είκοσι πέντε άτομα επνίγησαν και μεγάλαι ζημίαι προεκλήθησαν εις τους αγρούς εκ των πλημμυρών εις την νότιον Τουρκίαν. [1396,207,1586,237]
article-text: Εκ βάθους ψυχής ευχαριστώ θερμώς όλους όσοι παρέστησαν εις την κηδείαν του προσφιλούς μου συζύγου και πατρός, ως και όσοι δι' επιστολών, τηλεγραφημάτων και αγγελιών εξέφρασαν την συμπάθειάν των. Η σύζυγος, τα τέκνα και οι λοιποί συγγενείς. [10,295,182,353]
main-headline: Εν στενώ οικογενειακώ κύκλω εώρτασεν το ζεύγος Ωνάση την ημέραν των Χριστουγέννων [957,35,1380,243]
subheading-first-program: Α' ΠΡΟΓΡΑΜΜΑ [192,85,269,96]
article-text: ΠΑΡΙΣΙΟΙ, 26. (Ρώυτερ). — Απεβίωσεν η χήρα του Γάλλου συγγραφέως Αντρέ Μωρουά εις ηλικίαν 75 ετών. [1396,764,1586,784]
subheadline: ΑΥΣΤΗΡΑ ΠΡΟΕΙΔΟΠΟΙΗΣΙΣ [792,256,906,267]
article-text: ΑΘΗΝΑΙ, 26. — Την πόλιν του Ηρακλείου επεσκέφθησαν κατά το 1968 πλέον των 40.000 ξένων περιηγητών. [758,771,940,790]
subheading-engagements: Αρραβώνες [10,47,66,58]
article-text: Γνωστοποιείται συμφώνως τω άρθρω 1369 του Αστικού Κώδικος ότι: — Ο ΣΤΕΦΑΝΟΣ ΑΡΓΑΣ του Αγγέλου και της Μαρίας το γένος Παπαδοπούλου γεννηθείς εις Θεσσαλονίκην και η ΕΛΕΝΗ ΜΑΣΤΡΟΓΙΑΝΝΗ του Ιωάννου και της Ευθυμίας μέλλουν να έλθουν εις γάμον. — Ο ΒΑΣΙΛΕΙΟΣ ΑΝΑΓΝΩΣΤΟΥ του Δημητρίου και η ΑΝΑΣΤΑΣΙΑ ΓΕΡΑΚΗ του Φωτίου. — Ο ΙΩΑΝΝΗΣ ΚΑΡΑΚΩΝΣΤΑΝΤΙΝΟΣ του Εύστρατίου και η ΠΑΣΧΑΛΙΝΑ ΚΥΡΙΤΣΗ του Εμμανουήλ. — Ο ΚΩΝΣΤΑΝΤΙΝΟΣ ΚΟΤΣΑΝΗΣ και η ΣΟΦΙΑ ΧΡΙΣΤΟΥ. — Ο ΠΑΣΧΑΛΗΣ ΜΗΛΙΑΣ και η ΜΑΡΙΑ ΚΑΛΤΣΗ. — Ο ΙΩΑΝΝΗΣ ΠΑΝΑΓΙΩΤΟΠΟΥΛΟΣ και η ΑΝΑΣΤΑΣΙΑ ΚΟΤΣΑΚΗ. — Ο ΓΕΩΡΓΙΟΣ ΣΑΡΑΝΤΟΠΟΥΛΟΣ και η ΣΟΦΙΑ ΦΩΤΟΠΟΥΛΟΥ. — Ο ΙΩΑΝΝΗΣ ΣΤΑΥΡΙΔΗΣ και η ΜΑΡΙΑ ΓΚΑΓΚΑΛΗ. — Ο ΑΧΙΛΛΕΥΣ ΤΣΙΤΙΛΙΑΝΗΣ και η ΑΘΗΝΑ ΠΕΤΡΙΔΟΥ. — Ο ΓΡΗΓΟΡΙΟΣ ΤΣΕΜΙΤΣΕΡΗΣ και η ΑΡΓΥΡΗ ΑΡΓΥΡΟΠΟΥΛΟΥ. [379,212,557,385]
article-text: 6.00 Εθνικός ύμνος. 6.05 Πρωινό πρόγραμμα. 7.00 Ειδήσεις. 7.15 Πρωινή γυμναστική. 8.00 Ειδήσεις. 8.10 Ελαφρά μουσική. 9.00 Για τη νοικοκυρά. 10.00 Ειδήσεις. 10.15 Μουσικό πρόγραμμα. 11.00 Παιδική ώρα. 12.00 Ειδήσεις. 13.00 Ελληνική μουσική. 14.00 Ειδήσεις και δελτίον καιρού. 14.30 Λαϊκά τραγούδια. 15.00 Θέατρο. 16.00 Ανάπαυσις. 17.00 Ειδήσεις. 17.30 Συναυλία. 18.00 Ελληνική ώρα. 19.00 Ειδήσεις. 20.00 Θρησκευτική ώρα. 21.00 Ειδήσεις. 21.30 Μουσική βραδιά. 23.00 Τελευταίες ειδήσεις. [192,98,369,194]
cartoon-drawing [21,1936,370,2303]
kicker-1969: ΚΑΤΑ ΤΟ 1969 [818,13,880,23]
section-header-future-weddings: Μέλλοντες γάμοι [379,10,538,34]
article-text: Τον αγαπημένον μας σύζυγον και πατέρα ΓΡΗΓΟΡΙΟΝ ΑΘ. ΓΑΛΑΝΗΝ, ευχαριστούμεν όλους όσοι συμπαρεστάθησαν. — Ανακοινούται ότι εις την Γεωργικήν Σχολήν εγένετο η εγγραφή νέων επιστημόνων. Η Διεύθυνσις. [567,853,748,892]
column-rule [373,8,374,2316]
article-text: — Ο κ. Στέφανος Ζαχαριάδης δεν θα δεχθή επισκέψεις. — Ο κ. Στέφανος Θεοδωρίδης δεν εορτάζει. — Ο κ. Στέφανος Ιωαννίδης δεν θα δεχθή. — Ο κ. Στέφανος Καλαμάρης απουσιάζει. — Ο κ. Στέφανος Κοκκίνης δεν εορτάζει. — Ο κ. Στέφανος Κυριακίδης δεν θα δεχθή επισκέψεις. — Ο κ. Στέφανος Λαζαρίδης δεν εορτάζει. — Ο κ. Στέφανος Μαυρίδης δεν θα δεχθή. — Ο κ. Στέφανος Νικολαΐδης δεν εορτάζει. [567,154,748,231]
article-text: — Ο κ. Στέφανος Αγγελίδης, συνταξιούχος εκ της Τραπέζης της Ελλάδος, δεν θα δεχθή επισκέψεις. — Ο κ. Στέφανος Αποστολίδης δεν θα δεχθή επισκέψεις. — Ο κ. Στέφανος Καραμιτζιάδης δεν θα δεχθή επισκέψεις. — Ο κ. Στέφανος Βασιλειάδης δεν εορτάζει. — Ο κ. Στέφανος Βαρδάκης δεν θα δεχθή επισκέψεις. — Ο κ. Στέφανος Γεωργιάδης δεν εορτάζει. — Ο κ. Στέφανος Γιαννόπουλος δεν θα δεχθή επισκέψεις. — Ο κ. Στέφανος Δερβένης δεν εορτάζει. — Ο κ. Στέφανος Διαμαντόπουλος δεν θα δεχθή επισκέψεις. — Ο κ. Στέφανος Ευθυμιάδης δεν εορτάζει. [567,303,748,400]
article-text: Τελούμεν την Κυριακήν 9.30 π.μ. εις τον Ιερόν Ναόν του Αγίου Παύλου εξάμηνον μνημόσυνον υπέρ αναπαύσεως της ψυχής του πολυαγαπημένου μας ΕΛΕΝΗΣ ΧΑΡΙΤΙΔΟΥ. Η σύζυγος, τα τέκνα, τα εγγόνια. [379,536,557,575]
headline: ΜΕΓΑΛΗ ΕΟΡΤΑΣΤΙΚΗ ΣΥΓΚΕΝΤΡΩΣΙΣ ΕΙΣ ΤΗΝ ΑΒΑΝΑΝ [767,519,931,543]
article-text: ΒΕΛΙΓΡΑΔΙΟΝ, 26. (Ρώυτερ). — Δύο διδάσκαλοι της μέσης εκπαιδεύσεως απελύθησαν διότι συμμετείχον εις φοιτητικάς ταραχάς. [758,354,940,383]
column-rule [561,8,562,2316]
article-text: Η ΖΩΗ ΤΗΣ ΕΛΕΝΗΣ. — Η μικρή Ελένη μεγάλωσε εις το Παρίσι, εσπούδασε και ενυμφεύθη ιατρόν. Μόλις πρόσφατα επληροφορήθη την αλήθειαν δια την οικογένειάν της και αποφάσισε να έλθη εις την Ελλάδα. [950,1187,1163,1225]
subheading-weddings: Γάμοι [10,237,38,249]
headline: ΚΙΝΕΖΙΚΑ ΟΠΛΑ ΕΙΣ ΑΝΤΑΡΤΑΣ ΤΟΥ ΝΟΤΙΟΥ ΣΟΥΔΑΝ [1403,513,1579,536]
kicker: ΕΙΣ ΒΕΡΟΙΑΝ [1462,13,1520,23]
article-text: Γενομένων αρχαιρεσιών εξελέγη το νέον συμβούλιον του Συνδέσμου Λυκειαρχών Βορείου Ελλάδος. [758,674,940,693]
article-text: Η ΕΠΙΤΡΟΠΗ ΤΗΣ ΕΝΟΡΙΑΣ ΑΓΙΟΥ ΝΕΚΤΑΡΙΟΥ θα διοργανώση ομιλίαν εις την αίθουσαν της Ενορίας την Κυριακήν 28 Δεκ. Τοπικό Αγίου Παύλου. — Η ΕΚΔΡΟΜΙΚΗ ΟΜΙΛΟΣ ανακοινώνει τας εκδρομάς του μηνός Ιανουαρίου. — ΟΜΙΛΟΣ ΦΙΛΩΝ ΑΝΑΓΝΩΣΕΩΣ: Δευτέρα 29 Δεκ. συγκέντρωσις μελών. [10,665,182,723]
article-text: 6.30 Πρωινή προσευχή. 7.15 Ειδήσεις. 8.00 Στρατιωτικό πρόγραμμα. 9.00 Ελληνικά τραγούδια. 11.00 Ώρα του στρατιώτου. 13.00 Ειδήσεις. 14.15 Λαϊκή μουσική. 16.00 Ψυχαγωγικό πρόγραμμα. 18.00 Ειδήσεις. 19.30 Τραγούδια. 21.00 Ειδήσεις. 22.00 Μουσική. [192,473,369,522]
column-rule [944,8,945,2316]
column-rule [752,8,753,2316]
article-text: ΜΟΣΧΑ, 26. (Ασ. Πρες). — Η σοβιετική κυβέρνησις διέταξε την απέλασιν δυτικογερμανού δημοσιογράφου. [1396,376,1586,396]
headline: ΑΠΕΒΙΩΣΕΝ Η ΧΗΡΑ ΤΟΥ ΑΝΤΡΕ ΜΩΡΟΥΑ [1411,738,1571,762]
subheadline: ΕΞΕΔΙΩΧΘΗΣΑΝ ΟΜΩΣ ΥΠΟ ΤΟΥ ΕΠΙΣΤΑΤΟΥ [1398,55,1584,66]
article-text: Τον πολυαγαπημένον μας σύζυγον, πατέρα και πάππον ΓΕΩΡΓΙΟΝ ΚΑΡΑΜΠΙΚΗΝ, αφιερούμεν δωρεάν 1.000 δρχ. εις το Γηροκομείον της πόλεως εις μνήμην του. [379,424,557,453]
article-text: 17.45 Μουσική. 18.00 Παιδικό πρόγραμμα. 18.30 Κινούμενα σχέδια. 19.00 Ειδήσεις. 19.30 Ψυχαγωγία. 20.00 Ταινία. 21.00 Ειδήσεις. 21.30 Θεατρική παράστασις. 23.00 Κλείσιμο προγράμματος. [192,537,369,576]
section-header-social: Κοινωνικά [10,10,143,40]
section-header-radio: Τό ραδιόφωνον [192,10,369,64]
article-text: 6.30 Πρωινή προσευχή. 7.15 Ειδήσεις. 8.00 Στρατιωτικό πρόγραμμα. 9.00 Ελληνικά τραγούδια. 11.00 Ώρα του στρατιώτου. 13.00 Ειδήσεις. 14.15 Λαϊκή μουσική. 16.00 Ψυχαγωγικό πρόγραμμα. 18.00 Ειδήσεις. 19.30 Τραγούδια. 21.00 Ειδήσεις. 22.00 Μουσική. [192,422,369,471]
article-text: ΒΑΡΣΟΒΙΑ, 26. (Ασ. Πρες). — Απεβίωσεν ο Πολωνός επίσκοπος του Ζαμοςτς σε ηλικία 77 ετών. [758,716,940,736]
article-text: ΜΟΣΧΑ, 26. (Ασ. Πρες). — Ο Σοβιετικός πρόεδρος εδέχθη τον Ρουμάνον πρέσβυν εις την Μόσχαν. [1396,656,1586,676]
subheadline: ΜΕΓΑΛΑΙ ΖΗΜΙΑΙ ΕΙΣ ΤΟΥΣ ΑΓΡΟΥΣ [1418,164,1564,175]
article-text: ΜΟΣΧΑ, 26. (Ασ. Πρες). — Σύμφωνα με το νέο σχέδιον αναπτύξεως της Μόσχας προβλέπεται η ανέγερσις 3.700.000 τετραγωνικών μέτρων κατοικιών, σχολείων, νοσοκομείων και καταστημάτων κατά το 1969. Το σχέδιον περιλαμβάνει επίσης νέους δρόμους, σταθμούς του μετρό και κινηματογράφους. [758,78,940,136]
article-text: Την προσφιλή μας σύζυγον, μητέρα, γιαγιάν και αδελφήν ΕΥΜΟΡΦΙΑ Ι. ΑΝΔΡΕΑΔΟΥ κηδεύομεν σήμερον και ώραν 2 μ.μ. εκ του Ιερού Ναού Αγίου Γεωργίου. — ΧΑΛΚΙΔΕΗ ΔΥΡΜΟΣΗ. — ΠΑΡΑΣΚΕΥΗΝ ΑΣΠΡΟΥΛΗ. — ΚΩΝΣΤΑΝΤΙΝΟΣ Δ. ΓΕΝΕΡΑΛΗΝ. Η σύζυγος, τα τέκνα και λοιποί συγγενείς. [379,613,557,671]
headline: ΘΑ ΣΥΛΛΑΜΒΑΝΩΝΤΑΙ ΕΙΣ ΤΟ ΙΡΑΚ ΟΣΑΙ ΦΟΡΟΥΝ ΜΙΝΙ [763,230,935,253]
article-text: — Ο κ. Στέφανος Ξανθόπουλος δεν θα δεχθή επισκέψεις. — Ο κ. Στέφανος Οικονόμου δεν εορτάζει. — Ο κ. Στέφανος Παπαδόπουλος δεν θα δεχθή επισκέψεις. — Ο κ. Στέφανος Ραφαηλίδης δεν εορτάζει. — Ο κ. Στέφανος Σαμαράς δεν θα δεχθή. — Ο κ. Στέφανος Τσιρόγλου δεν εορτάζει. — Ο κ. Στέφανος Φωτιάδης δεν θα δεχθή επισκέψεις. — Ο κ. Στέφανος Χατζηδάκης δεν εορτάζει. [567,233,748,301]
